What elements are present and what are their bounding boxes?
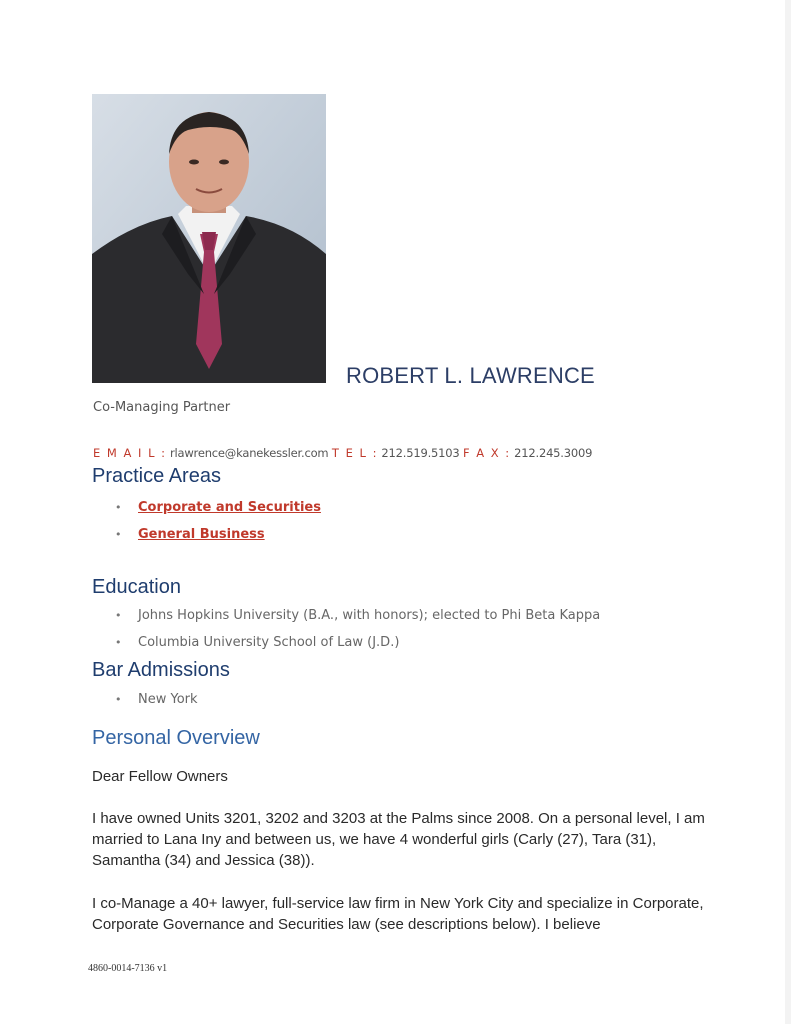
email-value[interactable]: rlawrence@kanekessler.com (169, 446, 329, 460)
tel-label: T E L : (331, 446, 378, 460)
profile-title: Co-Managing Partner (93, 400, 231, 415)
overview-paragraph-1: I have owned Units 3201, 3202 and 3203 at the Palms since 2008. On a personal level, I am married to Lana Iny and between us, we have 4 wonderful girls (Carly (27), Tara (31), Samantha (34) and Jessica (38)). (92, 810, 705, 869)
education-heading: Education (92, 576, 181, 598)
profile-name: ROBERT L. LAWRENCE (346, 363, 595, 388)
practice-areas-list (112, 500, 321, 542)
email-label: E M A I L : (93, 446, 167, 460)
salutation: Dear Fellow Owners (92, 768, 228, 785)
profile-photo (92, 94, 326, 383)
bar-admissions-heading: Bar Admissions (92, 659, 230, 681)
education-list (112, 608, 600, 650)
practice-link-general[interactable]: General Business (138, 527, 265, 542)
overview-paragraph-2: I co-Manage a 40+ lawyer, full-service law firm in New York City and specialize in Corporate, Corporate Governance and Securities law (see descriptions below). I believe (92, 895, 704, 933)
contact-line (93, 446, 592, 460)
list-item: • Johns Hopkins University (B.A., with honors); elected to Phi Beta Kappa (112, 608, 600, 623)
personal-overview-heading: Personal Overview (92, 727, 260, 749)
tel-value: 212.519.5103 (381, 446, 460, 460)
practice-link-corporate[interactable]: Corporate and Securities (138, 500, 321, 515)
practice-areas-heading: Practice Areas (92, 465, 221, 487)
list-item (112, 500, 321, 515)
list-item: • New York (112, 692, 198, 707)
fax-value: 212.245.3009 (514, 446, 593, 460)
page-edge (785, 0, 791, 1024)
list-item (112, 527, 321, 542)
bar-admissions-list (112, 692, 198, 707)
fax-label: F A X : (462, 446, 511, 460)
list-item: • Columbia University School of Law (J.D.) (112, 635, 600, 650)
portrait-image (92, 94, 326, 383)
document-id: 4860-0014-7136 v1 (88, 963, 168, 974)
